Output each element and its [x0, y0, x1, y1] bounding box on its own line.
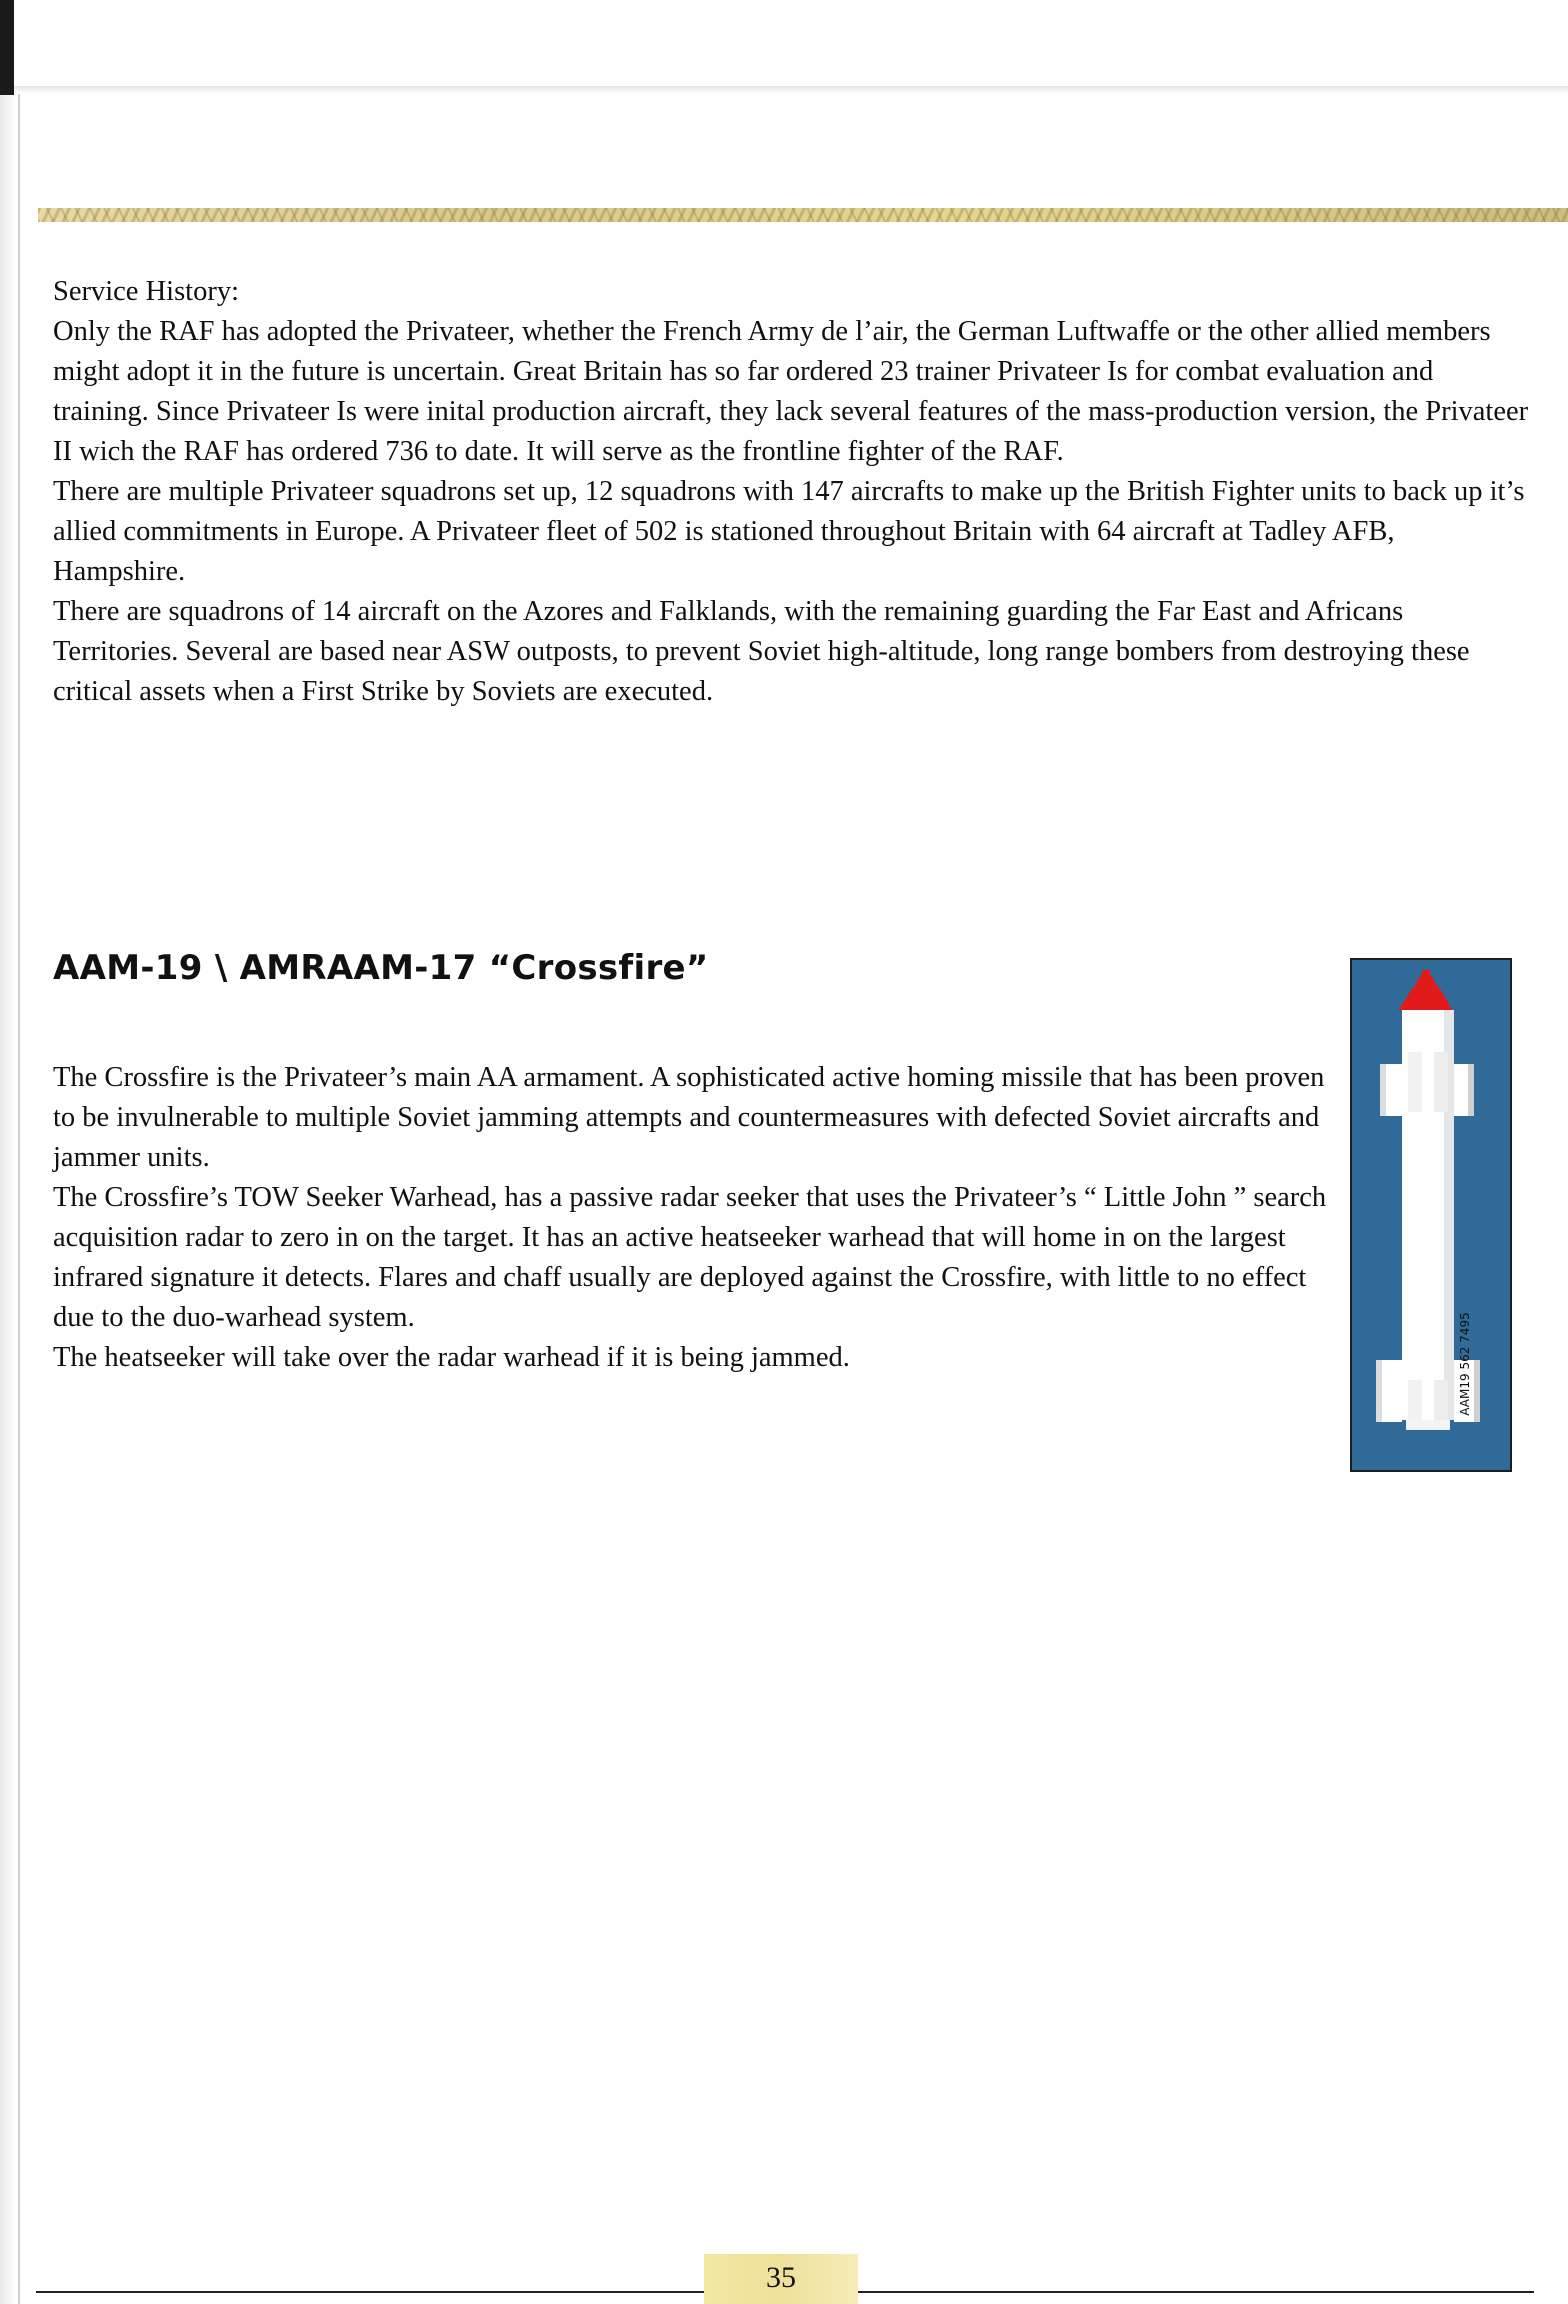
- crossfire-heading: AAM-19 \ AMRAAM-17 “Crossfire”: [53, 948, 709, 988]
- service-history-paragraph: There are multiple Privateer squadrons set up, 12 squadrons with 147 aircrafts to make up the British Fighter units to back up it’s allied commitments in Europe. A Privateer fleet of 502 is stationed throughout Britain with 64 aircraft at Tadley AFB, Hampshire.: [53, 476, 1525, 587]
- service-history-heading: Service History:: [53, 276, 240, 307]
- page-gutter: [0, 95, 16, 2304]
- service-history-paragraph: There are squadrons of 14 aircraft on the Azores and Falklands, with the remaining guarding the Far East and Africans Territories. Several are based near ASW outposts, to prevent Soviet high-altitude, long range bombers from destroying these critical assets when a First Strike by Soviets are executed.: [53, 596, 1470, 707]
- missile-serial-number: AAM19 562 7495: [1458, 1312, 1472, 1416]
- crossfire-paragraph: The Crossfire’s TOW Seeker Warhead, has a passive radar seeker that uses the Privateer’s “ Little John ” search acquisition radar to zero in on the target. It has an active heatseeker warhead that will home in on the largest infrared signature it detects. Flares and chaff usually are deployed against the Crossfire, with little to no effect due to the duo-warhead system.: [53, 1182, 1327, 1333]
- crossfire-paragraph: The Crossfire is the Privateer’s main AA armament. A sophisticated active homing missile that has been proven to be invulnerable to multiple Soviet jamming attempts and countermeasures with defected Soviet aircrafts and jammer units.: [53, 1062, 1325, 1173]
- page-top-shadow: [14, 86, 1568, 94]
- page-edge: [18, 88, 20, 2304]
- page-number: 35: [766, 2261, 796, 2294]
- missile-illustration: [1350, 958, 1512, 1472]
- missile-icon: [1352, 960, 1510, 1470]
- footer-rule-right: [858, 2291, 1534, 2293]
- decorative-header-band: [38, 208, 1568, 222]
- crossfire-paragraph: The heatseeker will take over the radar warhead if it is being jammed.: [53, 1342, 850, 1373]
- crossfire-section: [53, 1058, 1353, 1378]
- service-history-section: [53, 272, 1533, 712]
- binding-shadow: [0, 0, 14, 95]
- service-history-paragraph: Only the RAF has adopted the Privateer, whether the French Army de l’air, the German Luftwaffe or the other allied members might adopt it in the future is uncertain. Great Britain has so far ordered 23 trainer Privateer Is for combat evaluation and training. Since Privateer Is were inital production aircraft, they lack several features of the mass-production version, the Privateer II wich the RAF has ordered 736 to date. It will serve as the frontline fighter of the RAF.: [53, 316, 1529, 467]
- footer-rule-left: [36, 2291, 704, 2293]
